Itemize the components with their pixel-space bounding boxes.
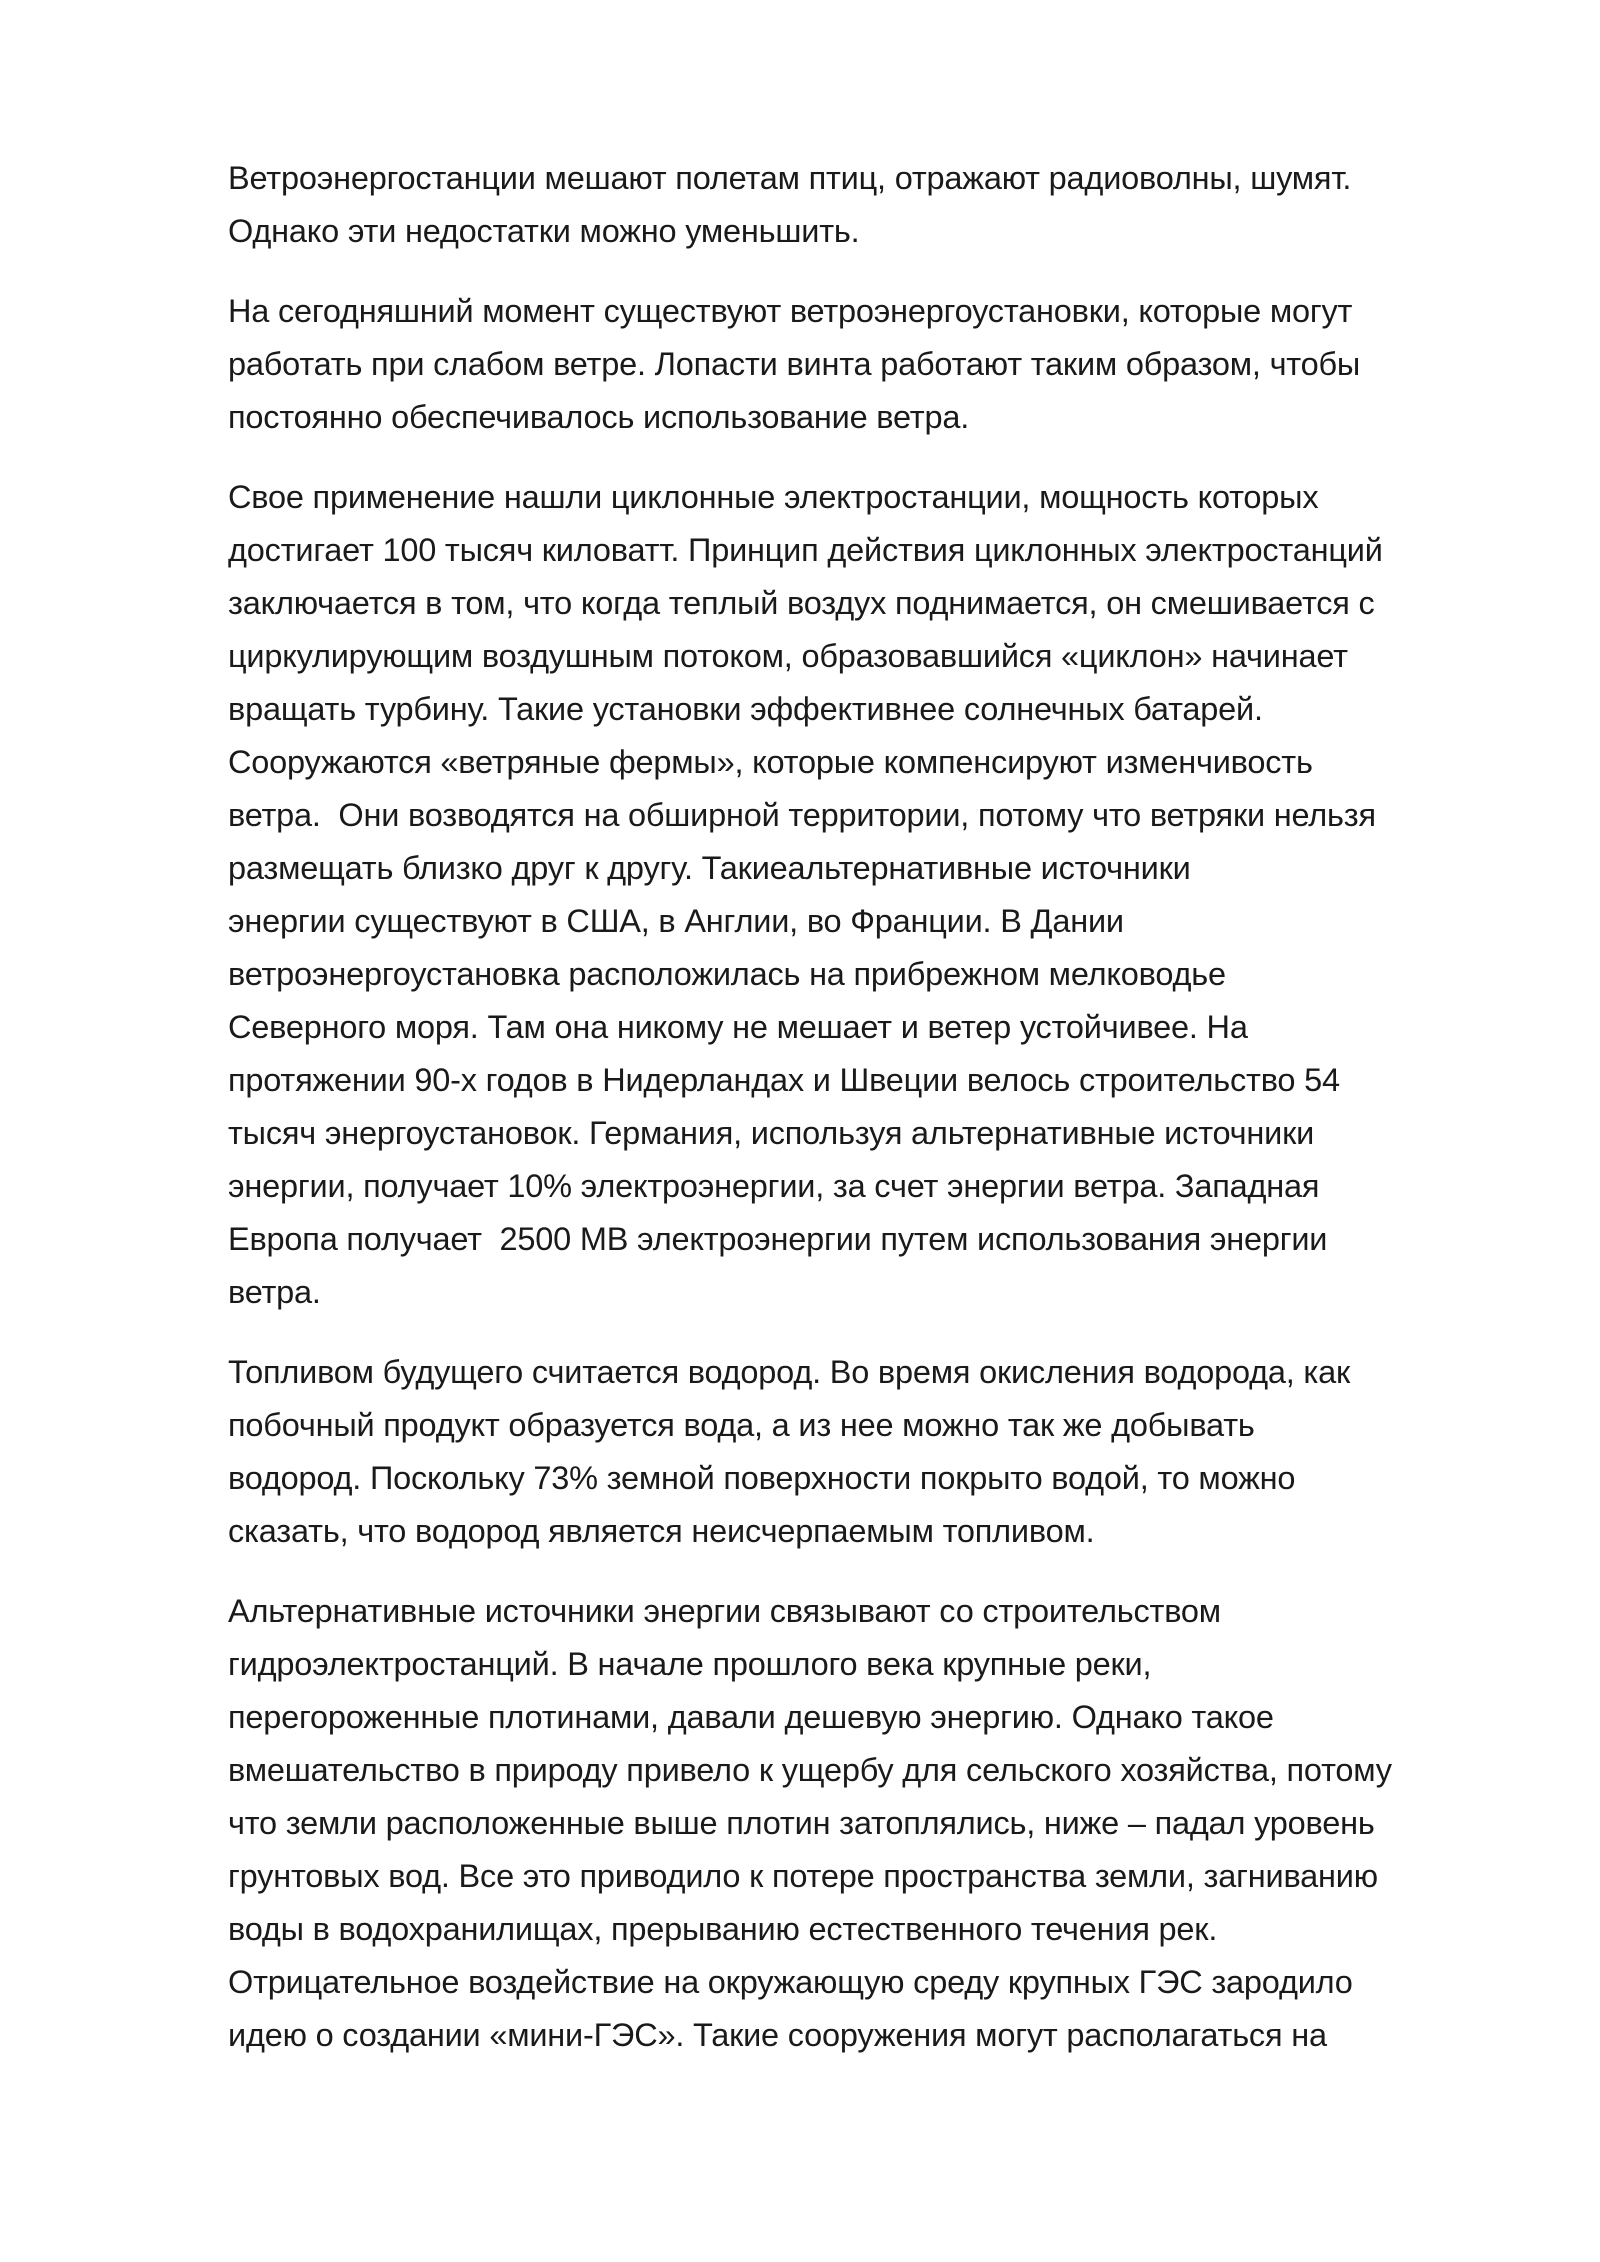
text-line: заключается в том, что когда теплый воздух поднимается, он смешивается с [228, 585, 1375, 621]
text-line: Северного моря. Там она никому не мешает и ветер устойчивее. На [228, 1009, 1248, 1045]
text-line: гидроэлектростанций. В начале прошлого века крупные реки, [228, 1646, 1152, 1682]
text-line: энергии, получает 10% электроэнергии, за счет энергии ветра. Западная [228, 1168, 1320, 1204]
paragraph [228, 471, 1518, 1319]
paragraph [228, 1585, 1518, 2062]
text-line: идею о создании «мини-ГЭС». Такие сооружения могут располагаться на [228, 2017, 1327, 2053]
text-line: размещать близко друг к другу. Такиеальтернативные источники [228, 850, 1191, 886]
text-line: Ветроэнергостанции мешают полетам птиц, отражают радиоволны, шумят. [228, 160, 1352, 196]
text-line: работать при слабом ветре. Лопасти винта работают таким образом, чтобы [228, 346, 1361, 382]
text-line: водород. Поскольку 73% земной поверхности покрыто водой, то можно [228, 1460, 1296, 1496]
text-line: достигает 100 тысяч киловатт. Принцип действия циклонных электростанций [228, 532, 1383, 568]
paragraph [228, 285, 1518, 444]
text-line: ветра. [228, 1274, 321, 1310]
text-line: ветра. Они возводятся на обширной территории, потому что ветряки нельзя [228, 797, 1376, 833]
text-line: воды в водохранилищах, прерыванию естественного течения рек. [228, 1911, 1218, 1947]
text-line: Альтернативные источники энергии связывают со строительством [228, 1593, 1221, 1629]
text-line: побочный продукт образуется вода, а из нее можно так же добывать [228, 1407, 1255, 1443]
text-line: На сегодняшний момент существуют ветроэнергоустановки, которые могут [228, 293, 1353, 329]
text-line: Европа получает 2500 МВ электроэнергии путем использования энергии [228, 1221, 1328, 1257]
text-line: вмешательство в природу привело к ущербу для сельского хозяйства, потому [228, 1752, 1392, 1788]
document-body [228, 152, 1518, 2089]
text-line: ветроэнергоустановка расположилась на прибрежном мелководье [228, 956, 1226, 992]
text-line: Топливом будущего считается водород. Во время окисления водорода, как [228, 1354, 1351, 1390]
text-line: Однако эти недостатки можно уменьшить. [228, 213, 860, 249]
text-line: постоянно обеспечивалось использование ветра. [228, 399, 970, 435]
text-line: сказать, что водород является неисчерпаемым топливом. [228, 1513, 1095, 1549]
text-line: тысяч энергоустановок. Германия, используя альтернативные источники [228, 1115, 1315, 1151]
text-line: энергии существуют в США, в Англии, во Франции. В Дании [228, 903, 1124, 939]
paragraph [228, 1346, 1518, 1558]
text-line: перегороженные плотинами, давали дешевую энергию. Однако такое [228, 1699, 1274, 1735]
text-line: что земли расположенные выше плотин затоплялись, ниже – падал уровень [228, 1805, 1375, 1841]
text-line: грунтовых вод. Все это приводило к потере пространства земли, загниванию [228, 1858, 1378, 1894]
text-line: Сооружаются «ветряные фермы», которые компенсируют изменчивость [228, 744, 1313, 780]
text-line: Свое применение нашли циклонные электростанции, мощность которых [228, 479, 1319, 515]
paragraph [228, 152, 1518, 258]
text-line: протяжении 90-х годов в Нидерландах и Швеции велось строительство 54 [228, 1062, 1340, 1098]
text-line: циркулирующим воздушным потоком, образовавшийся «циклон» начинает [228, 638, 1348, 674]
text-line: Отрицательное воздействие на окружающую среду крупных ГЭС зародило [228, 1964, 1353, 2000]
text-line: вращать турбину. Такие установки эффективнее солнечных батарей. [228, 691, 1263, 727]
